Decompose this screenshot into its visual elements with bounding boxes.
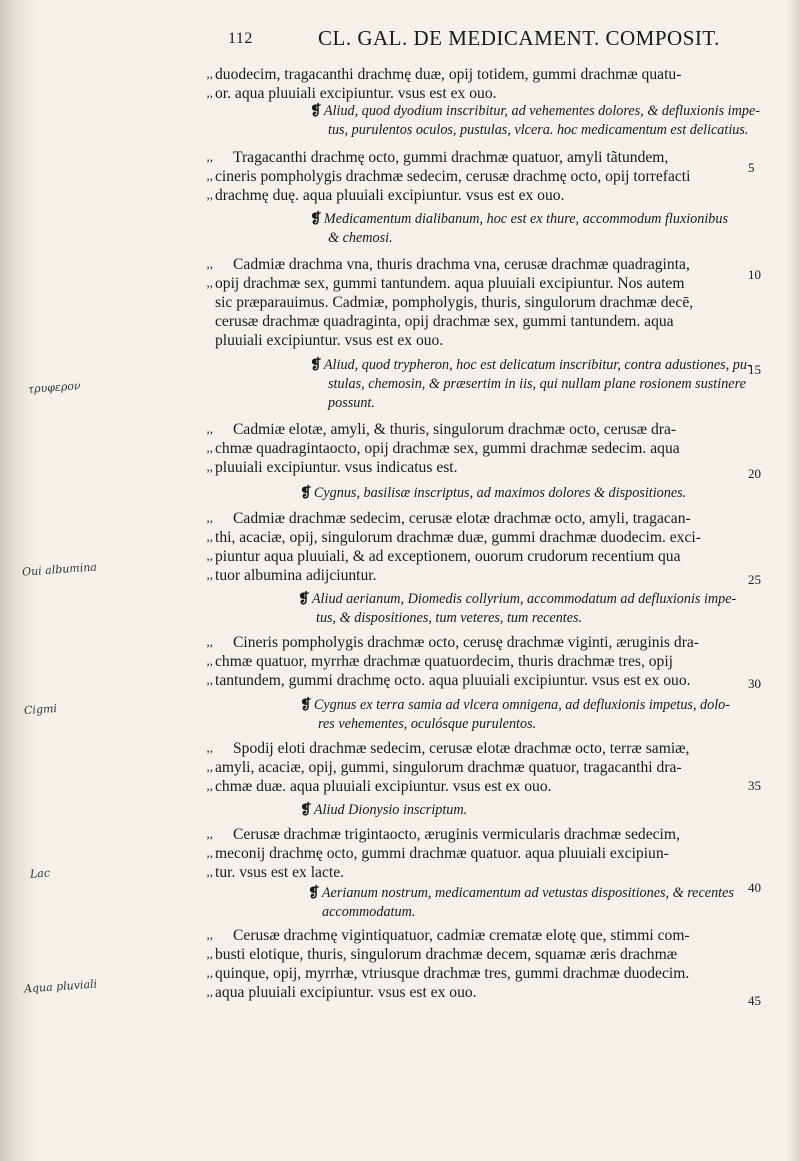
running-head: CL. GAL. DE MEDICAMENT. COMPOSIT. [318, 26, 720, 50]
margin-note: Cigmi [23, 701, 58, 718]
recipe-heading: ❡ Aliud Dionysio inscriptum. [300, 802, 468, 818]
page-header [228, 26, 720, 56]
recipe-heading: ❡ Aliud, quod dyodium inscribitur, ad vehementes dolores, & defluxionis impe- [310, 103, 760, 119]
line-number: 35 [748, 778, 761, 793]
recipe-heading: ❡ Medicamentum dialibanum, hoc est ex thure, accommodum fluxionibus [310, 211, 729, 227]
margin-note: τρυφερον [27, 379, 82, 396]
margin-note: Aqua pluviali [23, 977, 98, 996]
recipe-heading: ❡ Aliud, quod trypheron, hoc est delicatum inscribitur, contra adustiones, pu- [310, 357, 752, 373]
recipe-heading-cont: & chemosi. [328, 230, 393, 246]
margin-note: Lac [29, 866, 51, 881]
page-edge [786, 0, 800, 1161]
recipe-heading-cont: tus, purulentos oculos, pustulas, vlcera. hoc medicamentum est delicatius. [328, 122, 749, 138]
recipe-heading: ❡ Cygnus ex terra samia ad vlcera omnigena, ad defluxionis impetus, dolo- [300, 697, 730, 713]
recipe-heading: ❡ Cygnus, basilisæ inscriptus, ad maximos dolores & dispositiones. [300, 485, 687, 501]
page-number: 112 [228, 30, 253, 47]
line-number: 40 [748, 880, 761, 895]
line-number: 15 [748, 362, 761, 377]
recipe-heading: ❡ Aliud aerianum, Diomedis collyrium, accommodatum ad defluxionis impe- [298, 591, 737, 607]
line-number: 45 [748, 993, 761, 1008]
line-number: 25 [748, 572, 761, 587]
margin-note: Oui albumina [21, 560, 98, 579]
recipe-heading-cont: stulas, chemosin, & præsertim in iis, qui nullam plane rosionem sustinere [328, 376, 746, 392]
line-number: 5 [748, 160, 755, 175]
recipe-heading: ❡ Aerianum nostrum, medicamentum ad vetustas dispositiones, & recentes [308, 885, 734, 901]
recipe-heading-cont: possunt. [328, 395, 375, 411]
line-number: 10 [748, 267, 761, 282]
line-number: 30 [748, 676, 761, 691]
recipe-heading-cont: accommodatum. [322, 904, 416, 920]
recipe-heading-cont: res vehementes, oculósque purulentos. [318, 716, 537, 732]
recipe-heading-cont: tus, & dispositiones, tum veteres, tum recentes. [316, 610, 583, 626]
line-number: 20 [748, 466, 761, 481]
